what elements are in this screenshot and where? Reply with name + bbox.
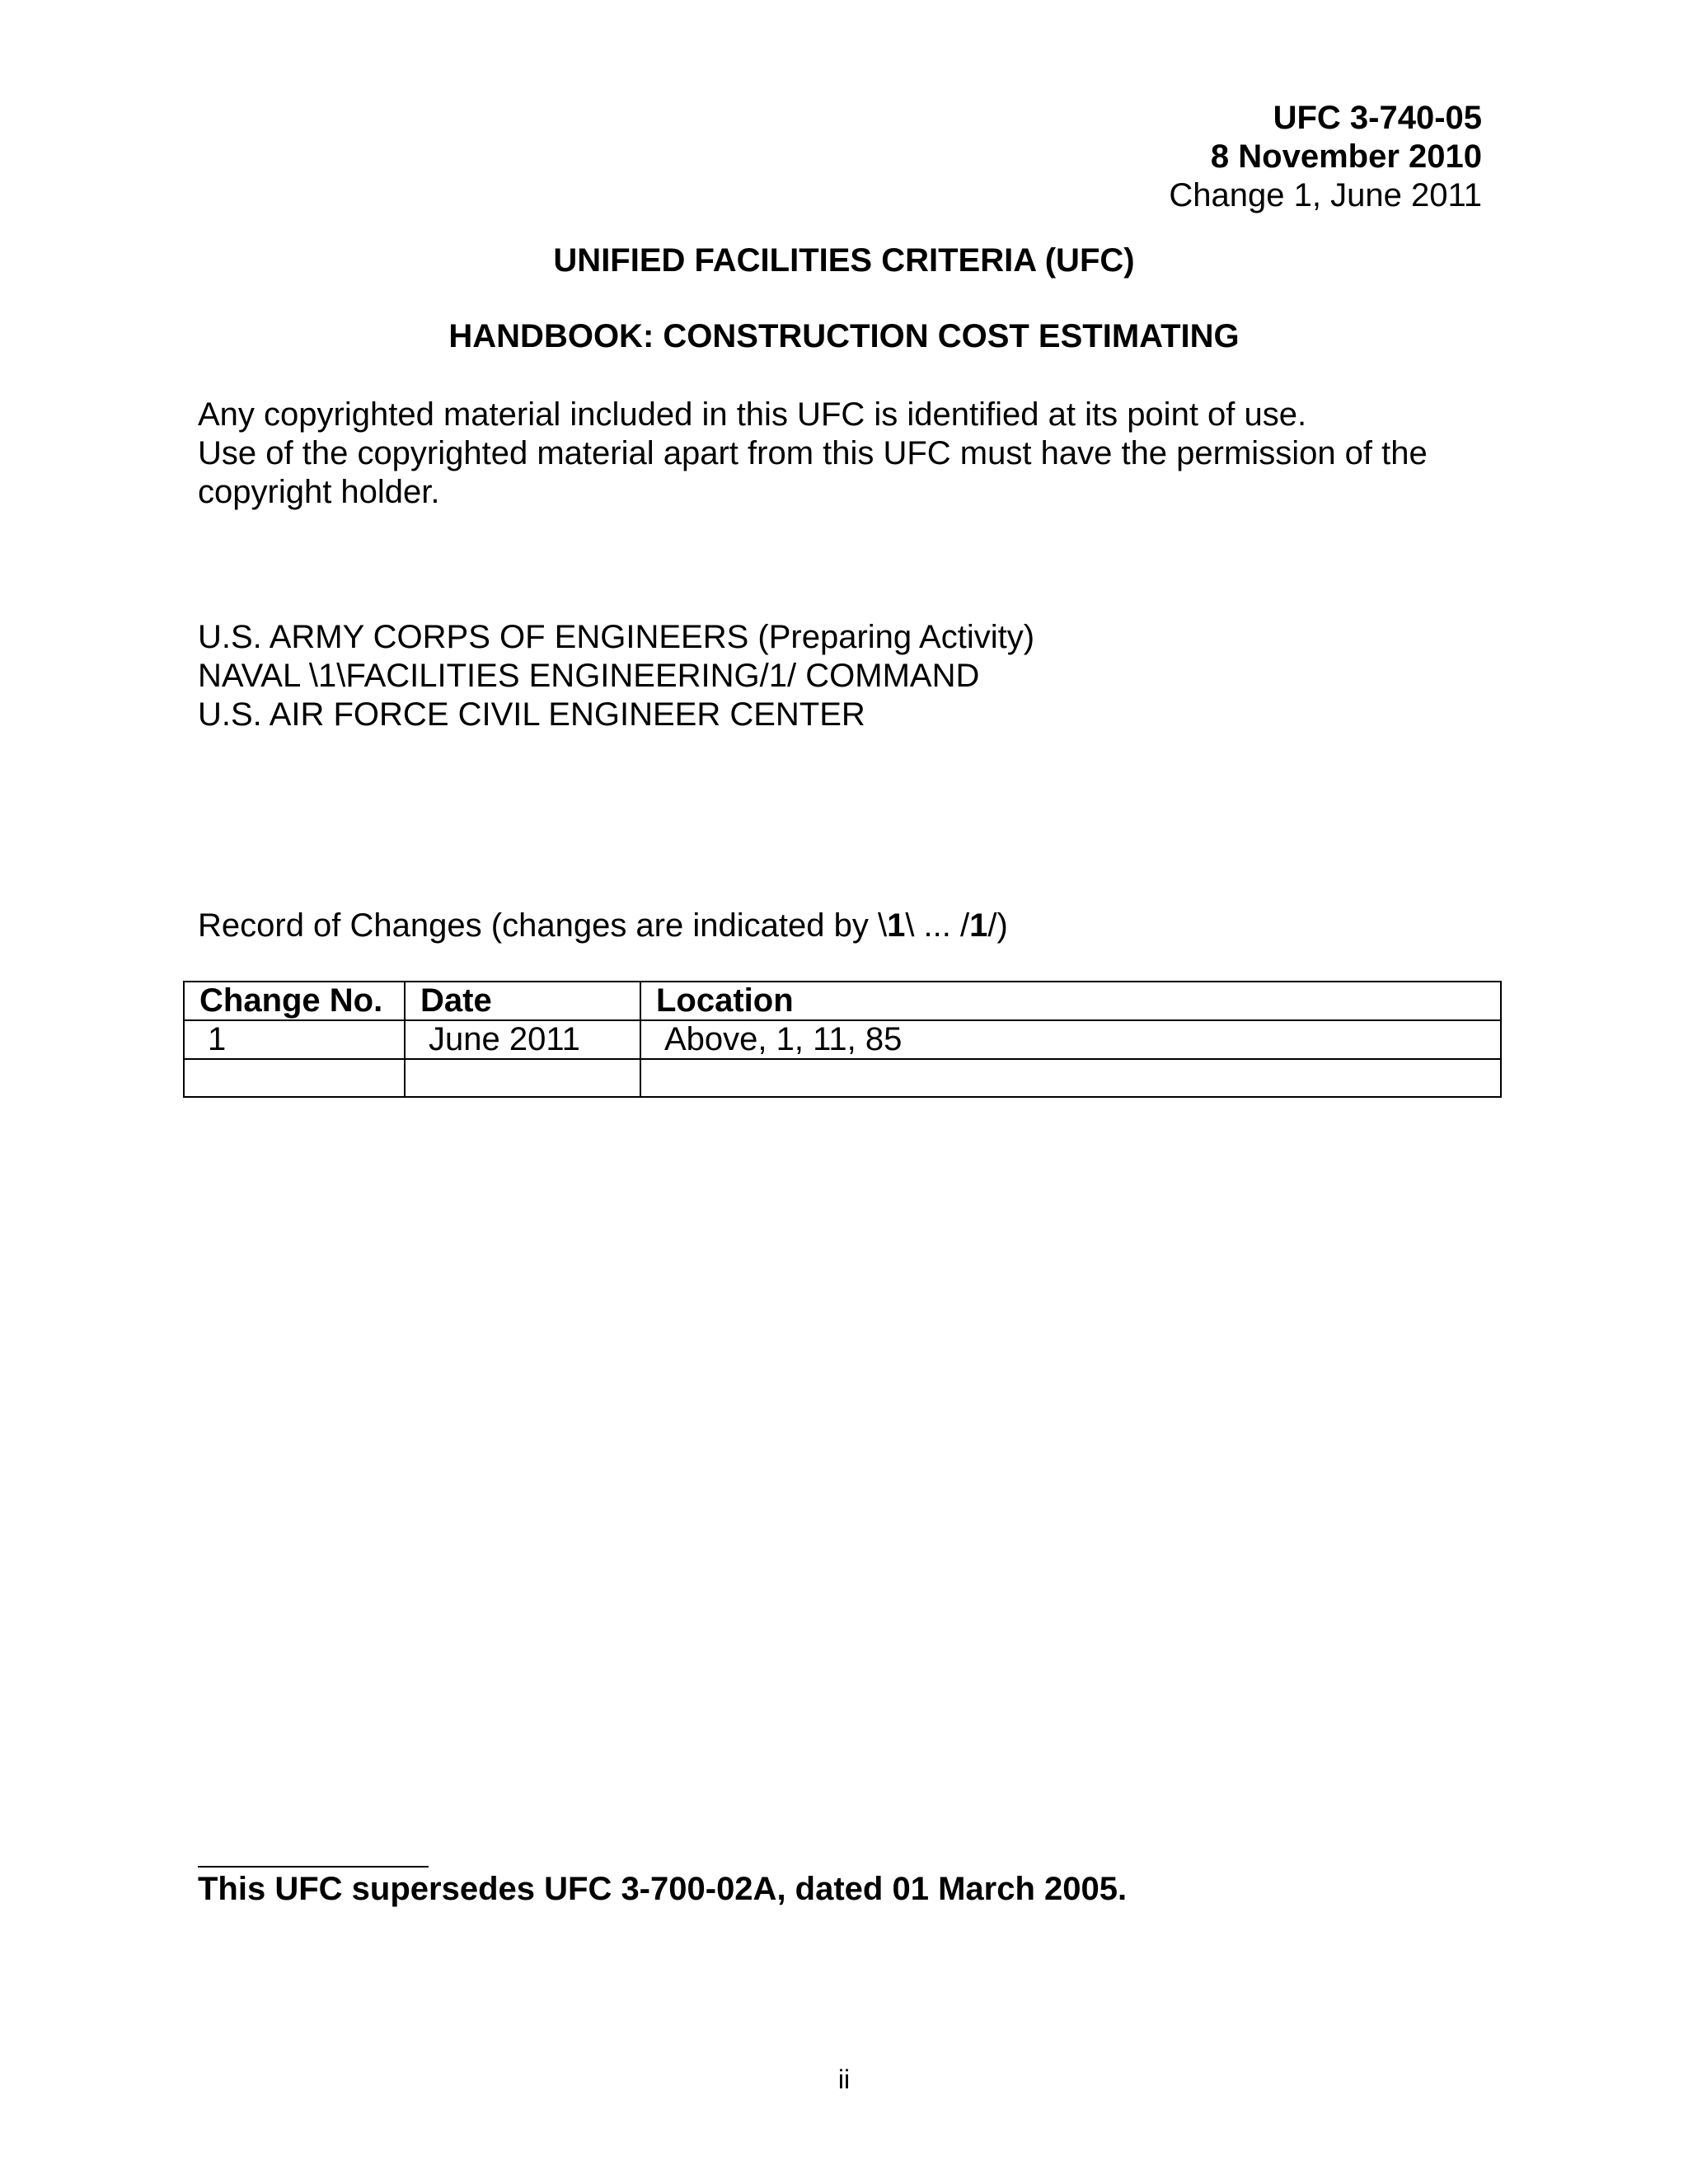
footnote-divider (198, 1866, 429, 1868)
table-row (184, 1059, 1501, 1097)
supersedes-footnote: This UFC supersedes UFC 3-700-02A, dated 01 March 2005. (198, 1871, 1128, 1907)
doc-number: UFC 3-740-05 (1273, 100, 1482, 136)
changes-table (183, 981, 1502, 1098)
agency-list (198, 618, 1434, 735)
cell-change-no (184, 1059, 405, 1097)
record-prefix: Record of Changes (changes are indicated by \ (198, 907, 888, 944)
record-middle: \ ... / (905, 907, 970, 944)
table-row (184, 1020, 1501, 1059)
cell-location: Above, 1, 11, 85 (640, 1020, 1501, 1059)
sub-title: HANDBOOK: CONSTRUCTION COST ESTIMATING (448, 318, 1240, 354)
column-header-date: Date (405, 982, 640, 1020)
record-suffix: /) (987, 907, 1008, 944)
record-marker-open: 1 (887, 907, 906, 944)
record-of-changes-label (198, 907, 1008, 945)
copyright-notice (198, 396, 1434, 513)
cell-location (640, 1059, 1501, 1097)
doc-change: Change 1, June 2011 (1169, 177, 1482, 214)
table-header-row (184, 982, 1501, 1020)
copyright-line-2: Use of the copyrighted material apart from this UFC must have the permission of the copyright holder. (198, 435, 1428, 511)
column-header-location: Location (640, 982, 1501, 1020)
record-marker-close: 1 (969, 907, 988, 944)
page-number: ii (837, 2064, 851, 2094)
cell-date: June 2011 (405, 1020, 640, 1059)
main-title: UNIFIED FACILITIES CRITERIA (UFC) (553, 242, 1135, 279)
column-header-change-no: Change No. (184, 982, 405, 1020)
agency-item: U.S. ARMY CORPS OF ENGINEERS (Preparing Activity) (198, 619, 1035, 655)
agency-item: U.S. AIR FORCE CIVIL ENGINEER CENTER (198, 696, 865, 733)
copyright-line-1: Any copyrighted material included in this UFC is identified at its point of use. (198, 396, 1307, 433)
cell-change-no: 1 (184, 1020, 405, 1059)
doc-date: 8 November 2010 (1210, 138, 1482, 176)
cell-date (405, 1059, 640, 1097)
agency-item: NAVAL \1\FACILITIES ENGINEERING/1/ COMMAND (198, 658, 980, 695)
document-header (1169, 99, 1482, 216)
